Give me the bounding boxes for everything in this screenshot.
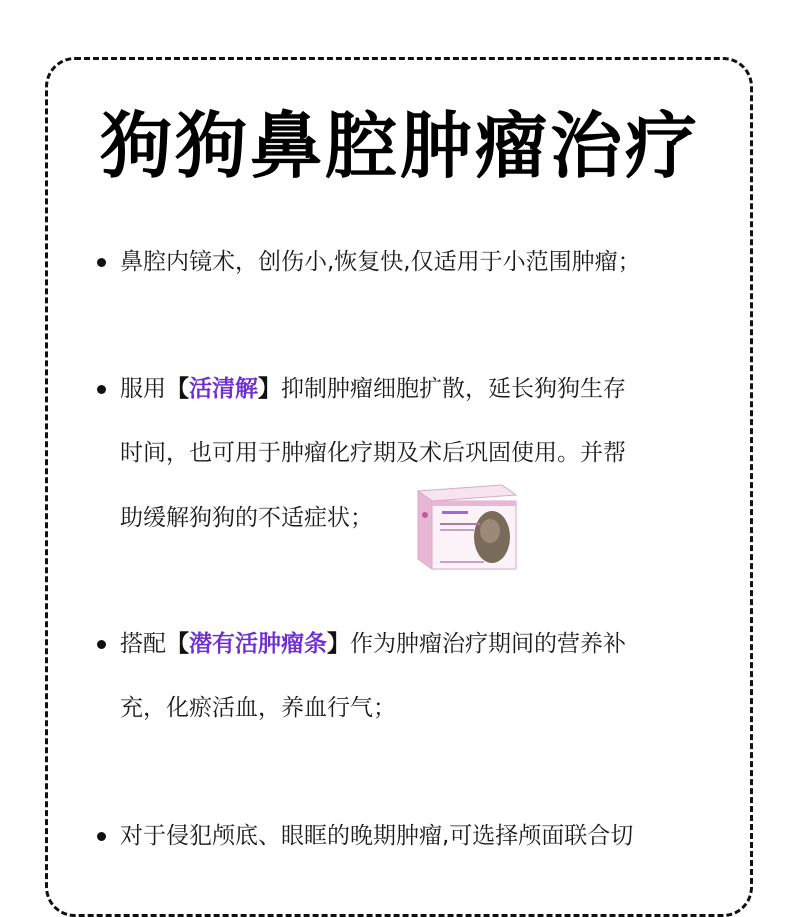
- box-side: [418, 491, 432, 569]
- item-1-line-1: 鼻腔内镜术，创伤小,恢复快,仅适用于小范围肿瘤；: [120, 249, 641, 275]
- bracket-close: 】: [258, 376, 281, 402]
- product-box-image: [414, 481, 520, 573]
- item-2-prefix: 服用: [120, 376, 166, 402]
- bullet-dot: [97, 640, 106, 649]
- item-3-rest: 作为肿瘤治疗期间的营养补: [350, 631, 626, 657]
- product-name-highlight: 活清解: [189, 376, 258, 402]
- page-title: 狗狗鼻腔肿瘤治疗: [99, 104, 700, 188]
- box-band: [432, 501, 516, 506]
- bracket-open: 【: [166, 631, 189, 657]
- item-4-line-1: 对于侵犯颅底、眼眶的晚期肿瘤,可选择颅面联合切: [120, 823, 634, 849]
- item-2-line-2: 时间，也可用于肿瘤化疗期及术后巩固使用。并帮: [120, 440, 626, 466]
- item-3-prefix: 搭配: [120, 631, 166, 657]
- item-2-line-1: [120, 373, 626, 405]
- bracket-open: 【: [166, 376, 189, 402]
- item-3-line-1: [120, 628, 626, 660]
- bullet-dot: [97, 258, 106, 267]
- product-name-highlight: 潜有活肿瘤条: [189, 631, 327, 657]
- item-2-rest: 抑制肿瘤细胞扩散，延长狗狗生存: [281, 376, 626, 402]
- item-2-line-3: 助缓解狗狗的不适症状；: [120, 505, 373, 531]
- item-3-line-2: 充，化瘀活血，养血行气；: [120, 695, 396, 721]
- bracket-close: 】: [327, 631, 350, 657]
- bullet-dot: [97, 385, 106, 394]
- bullet-dot: [97, 832, 106, 841]
